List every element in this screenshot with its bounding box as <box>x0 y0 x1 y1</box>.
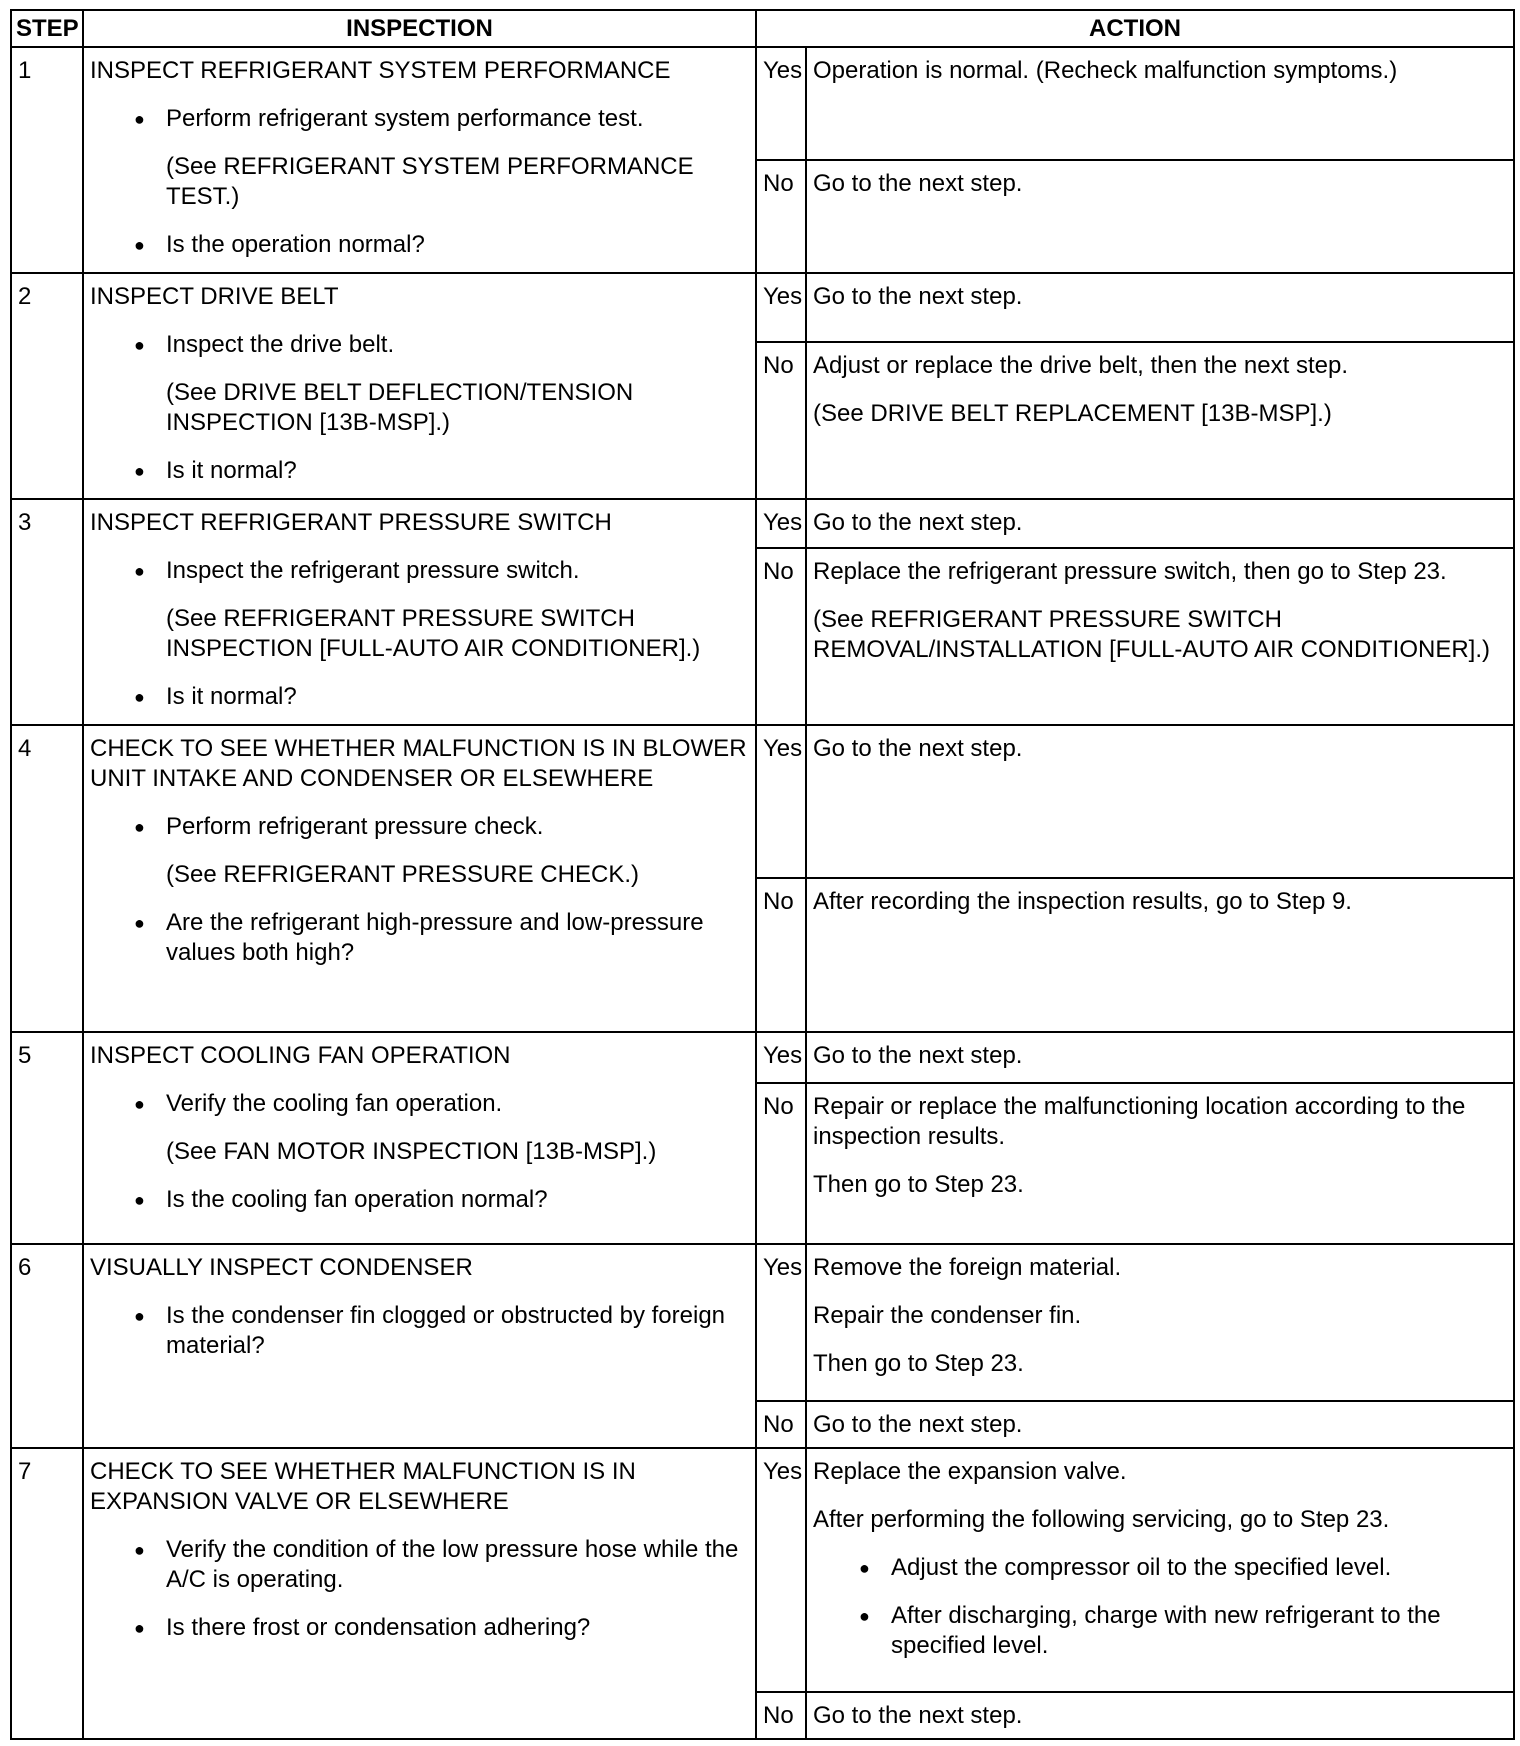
no-label: No <box>756 342 806 499</box>
inspection-reference: (See REFRIGERANT PRESSURE CHECK.) <box>166 861 639 889</box>
no-action-followup: Then go to Step 23. <box>813 1171 1024 1199</box>
no-action: Go to the next step. <box>806 1692 1514 1739</box>
no-action-text: Repair or replace the malfunctioning location according to the inspection results. <box>813 1093 1466 1151</box>
no-action-reference: (See REFRIGERANT PRESSURE SWITCH REMOVAL/INSTALLATION [FULL-AUTO AIR CONDITIONER].) <box>813 605 1490 663</box>
no-label: No <box>756 1401 806 1448</box>
inspection-title: CHECK TO SEE WHETHER MALFUNCTION IS IN BLOWER UNIT INTAKE AND CONDENSER OR ELSEWHERE <box>90 735 747 793</box>
header-action: ACTION <box>756 10 1514 47</box>
yes-action: Go to the next step. <box>806 725 1514 877</box>
yes-action-text: Repair the condenser fin. <box>813 1302 1082 1330</box>
inspection-question: ● Is it normal? <box>166 456 749 486</box>
yes-action-bullet: ● Adjust the compressor oil to the specified level. <box>891 1553 1507 1583</box>
inspection-title: VISUALLY INSPECT CONDENSER <box>90 1254 473 1282</box>
yes-action-text: Remove the foreign material. <box>813 1254 1122 1282</box>
inspection-title: INSPECT REFRIGERANT SYSTEM PERFORMANCE <box>90 57 671 84</box>
no-label: No <box>756 1692 806 1739</box>
step-number: 2 <box>11 273 83 499</box>
inspection-reference: (See DRIVE BELT DEFLECTION/TENSION INSPECTION [13B-MSP].) <box>166 379 634 437</box>
step-6-yes-row <box>11 1244 1514 1400</box>
no-action: Go to the next step. <box>806 1401 1514 1448</box>
yes-action <box>806 1244 1514 1400</box>
inspection-bullet: ● Inspect the refrigerant pressure switch. <box>166 556 749 586</box>
yes-action-text: Replace the expansion valve. <box>813 1457 1127 1485</box>
inspection-bullet: ● Inspect the drive belt. <box>166 330 749 360</box>
no-action-reference: (See DRIVE BELT REPLACEMENT [13B-MSP].) <box>813 400 1332 428</box>
no-action: After recording the inspection results, go to Step 9. <box>806 878 1514 1032</box>
inspection-title: INSPECT DRIVE BELT <box>90 283 339 311</box>
yes-label: Yes <box>756 1032 806 1083</box>
inspection-question: ● Is the operation normal? <box>166 230 749 260</box>
yes-label: Yes <box>756 1448 806 1692</box>
yes-action: Go to the next step. <box>806 273 1514 342</box>
inspection-title: CHECK TO SEE WHETHER MALFUNCTION IS IN EXPANSION VALVE OR ELSEWHERE <box>90 1457 636 1515</box>
yes-action-text: Then go to Step 23. <box>813 1350 1024 1378</box>
inspection-cell <box>83 47 756 273</box>
header-inspection: INSPECTION <box>83 10 756 47</box>
yes-label: Yes <box>756 47 806 160</box>
step-number: 3 <box>11 499 83 725</box>
yes-action-bullet: ● After discharging, charge with new refrigerant to the specified level. <box>891 1601 1507 1661</box>
inspection-bullet: ● Perform refrigerant system performance test. <box>166 104 749 134</box>
inspection-question: ● Is the cooling fan operation normal? <box>166 1185 749 1215</box>
yes-label: Yes <box>756 273 806 342</box>
no-action <box>806 548 1514 726</box>
step-2-yes-row <box>11 273 1514 342</box>
inspection-bullet: ● Verify the cooling fan operation. <box>166 1089 749 1119</box>
no-action <box>806 342 1514 499</box>
inspection-reference: (See FAN MOTOR INSPECTION [13B-MSP].) <box>166 1137 657 1165</box>
step-1-yes-row <box>11 47 1514 160</box>
step-number: 1 <box>11 47 83 273</box>
no-label: No <box>756 878 806 1032</box>
inspection-cell <box>83 1244 756 1448</box>
inspection-question: ● Are the refrigerant high-pressure and low-pressure values both high? <box>166 908 749 968</box>
inspection-question: ● Is the condenser fin clogged or obstructed by foreign material? <box>166 1301 749 1361</box>
no-label: No <box>756 160 806 273</box>
header-step: STEP <box>11 10 83 47</box>
no-action-text: Replace the refrigerant pressure switch, then go to Step 23. <box>813 557 1447 585</box>
step-number: 5 <box>11 1032 83 1245</box>
yes-action <box>806 1448 1514 1692</box>
yes-label: Yes <box>756 725 806 877</box>
no-action-text: Adjust or replace the drive belt, then the next step. <box>813 352 1348 380</box>
inspection-reference: (See REFRIGERANT SYSTEM PERFORMANCE TEST.) <box>166 153 694 210</box>
step-number: 4 <box>11 725 83 1031</box>
no-action <box>806 1083 1514 1244</box>
yes-action: Go to the next step. <box>806 1032 1514 1083</box>
no-label: No <box>756 548 806 726</box>
inspection-question: ● Is there frost or condensation adhering? <box>166 1613 749 1643</box>
step-4-yes-row <box>11 725 1514 877</box>
inspection-cell <box>83 1032 756 1245</box>
inspection-reference: (See REFRIGERANT PRESSURE SWITCH INSPECTION [FULL-AUTO AIR CONDITIONER].) <box>166 605 701 663</box>
yes-label: Yes <box>756 499 806 548</box>
inspection-cell <box>83 499 756 725</box>
inspection-cell <box>83 725 756 1031</box>
yes-action: Operation is normal. (Recheck malfunction symptoms.) <box>806 47 1514 160</box>
step-number: 6 <box>11 1244 83 1448</box>
inspection-cell <box>83 273 756 499</box>
yes-label: Yes <box>756 1244 806 1400</box>
step-number: 7 <box>11 1448 83 1739</box>
inspection-question: ● Is it normal? <box>166 682 749 712</box>
step-3-yes-row <box>11 499 1514 548</box>
troubleshooting-table <box>10 9 1515 1740</box>
inspection-title: INSPECT COOLING FAN OPERATION <box>90 1041 511 1069</box>
no-action: Go to the next step. <box>806 160 1514 273</box>
inspection-bullet: ● Verify the condition of the low pressure hose while the A/C is operating. <box>166 1535 749 1595</box>
header-row <box>11 10 1514 47</box>
yes-action: Go to the next step. <box>806 499 1514 548</box>
inspection-cell <box>83 1448 756 1739</box>
inspection-title: INSPECT REFRIGERANT PRESSURE SWITCH <box>90 509 612 537</box>
inspection-bullet: ● Perform refrigerant pressure check. <box>166 812 749 842</box>
no-label: No <box>756 1083 806 1244</box>
step-5-yes-row <box>11 1032 1514 1083</box>
yes-action-text: After performing the following servicing, go to Step 23. <box>813 1505 1390 1533</box>
step-7-yes-row <box>11 1448 1514 1692</box>
